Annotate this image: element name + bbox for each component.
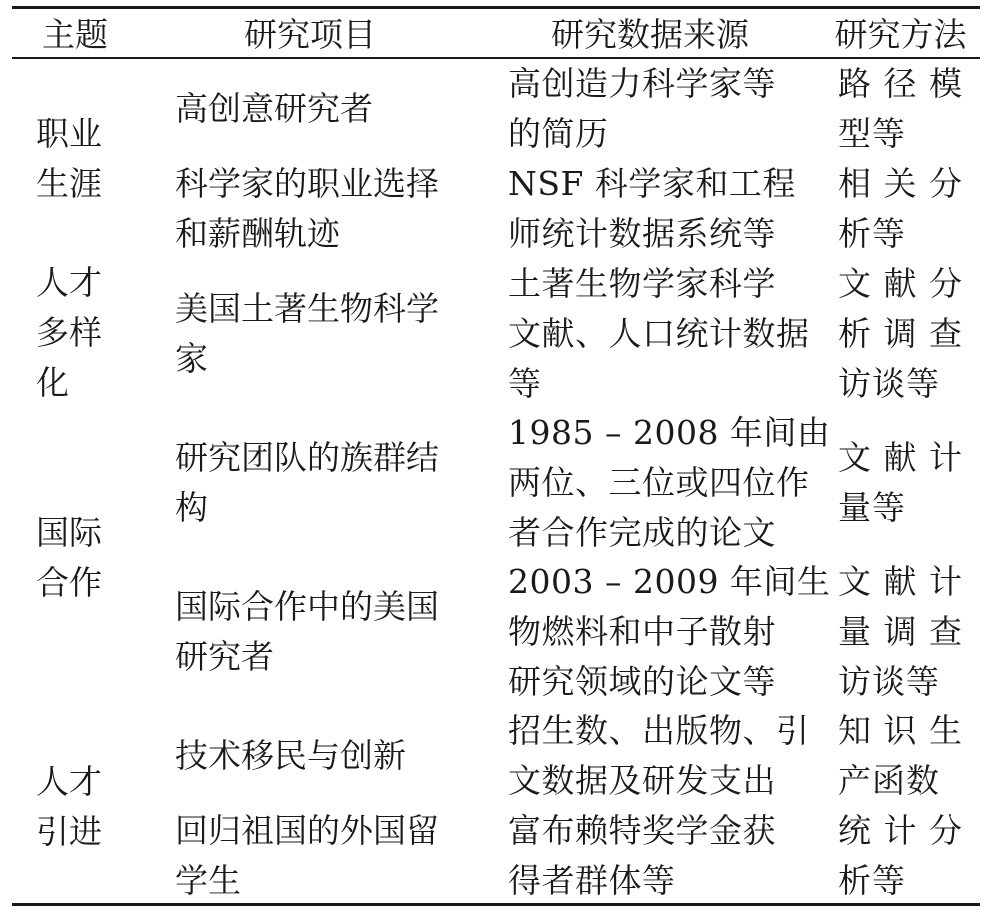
table-row-0-project: 高创意研究者	[175, 89, 373, 128]
table-row-4-method: 文 献 计 量 调 查 访谈等	[838, 562, 963, 701]
table-row-3-project: 研究团队的族群结 构	[175, 438, 439, 527]
table-row-6-method: 统 计 分 析等	[838, 811, 963, 900]
header-source: 研究数据来源	[551, 15, 749, 54]
header-method: 研究方法	[834, 15, 967, 54]
table-row-2-method: 文 献 分 析 调 查 访谈等	[838, 264, 963, 403]
table-row-5-method: 知 识 生 产函数	[838, 711, 963, 800]
theme-talent-intro: 人才 引进	[36, 762, 102, 851]
table-row-0-source: 高创造力科学家等 的简历	[508, 64, 776, 153]
theme-international: 国际 合作	[36, 513, 102, 602]
table-row-4-source: 2003 – 2009 年间生 物燃料和中子散射 研究领域的论文等	[508, 562, 831, 701]
table-row-6-source: 富布赖特奖学金获 得者群体等	[508, 811, 776, 900]
table-row-2-source: 土著生物学家科学 文献、人口统计数据 等	[508, 264, 810, 403]
top-rule	[12, 6, 980, 9]
header-project: 研究项目	[244, 15, 376, 54]
theme-career: 职业 生涯	[36, 114, 102, 203]
table-row-1-project: 科学家的职业选择 和薪酬轨迹	[175, 164, 439, 253]
table-row-2-project: 美国土著生物科学 家	[175, 289, 439, 378]
table-row-0-method: 路 径 模 型等	[838, 64, 963, 153]
table-row-5-source: 招生数、出版物、引 文数据及研发支出	[508, 711, 810, 800]
theme-diversity: 人才 多样 化	[36, 263, 102, 402]
table-row-4-project: 国际合作中的美国 研究者	[175, 587, 439, 676]
table-row-1-source: NSF 科学家和工程 师统计数据系统等	[508, 164, 796, 253]
table-row-3-method: 文 献 计 量等	[838, 438, 963, 527]
table-row-3-source: 1985 – 2008 年间由 两位、三位或四位作 者合作完成的论文	[508, 413, 831, 552]
table-row-1-method: 相 关 分 析等	[838, 164, 963, 253]
table-row-6-project: 回归祖国的外国留 学生	[175, 811, 439, 900]
bottom-rule	[12, 903, 980, 906]
table-row-5-project: 技术移民与创新	[175, 736, 406, 775]
header-theme: 主题	[42, 15, 108, 54]
